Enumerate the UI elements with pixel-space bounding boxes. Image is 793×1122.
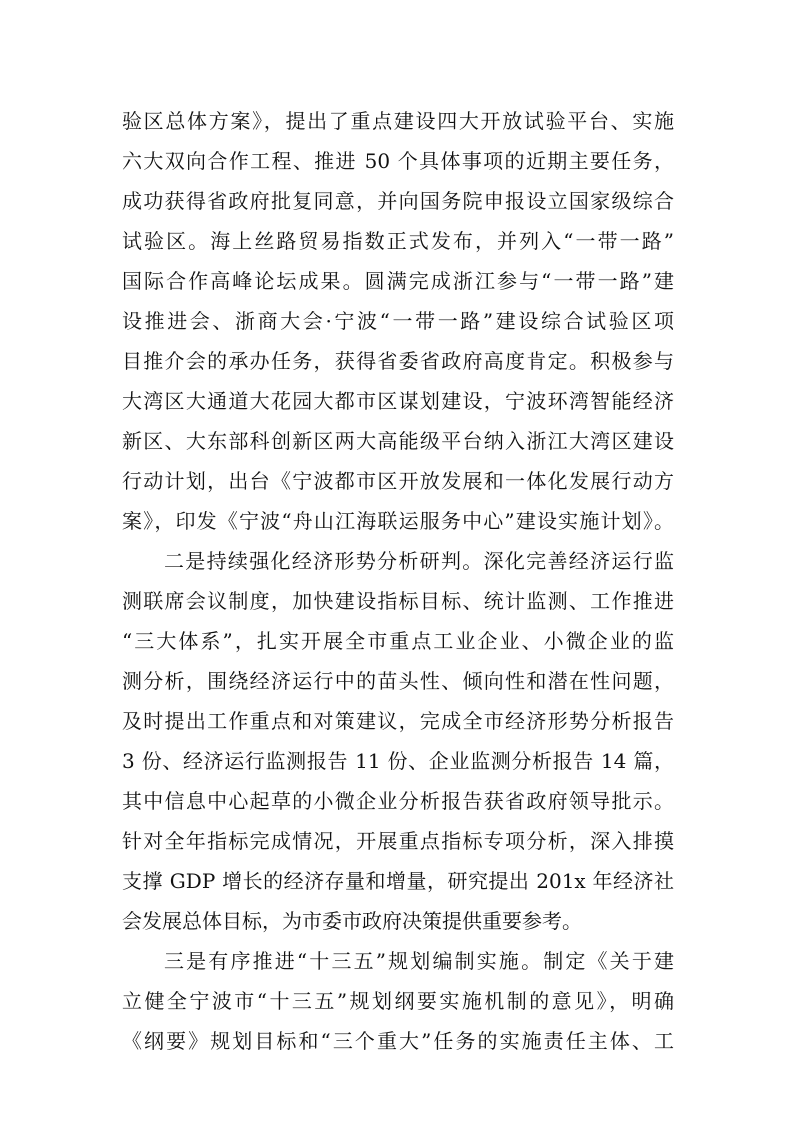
paragraph-economic-analysis [122,541,674,941]
body-text [122,101,674,1061]
text-line: 其中信息中心起草的小微企业分析报告获省政府领导批示。 [122,789,674,813]
text-line: 目推介会的承办任务，获得省委省政府高度肯定。积极参与 [122,349,674,373]
text-line: 支撑 GDP 增长的经济存量和增量，研究提出 201x 年经济社 [122,869,674,893]
text-line: 《纲要》规划目标和“三个重大”任务的实施责任主体、工 [122,1029,674,1053]
text-line: 三是有序推进“十三五”规划编制实施。制定《关于建 [164,949,674,973]
text-line: 3 份、经济运行监测报告 11 份、企业监测分析报告 14 篇， [122,749,674,773]
text-line: 设推进会、浙商大会·宁波“一带一路”建设综合试验区项 [122,309,674,333]
text-line: 针对全年指标完成情况，开展重点指标专项分析，深入排摸 [122,829,674,853]
text-line: 会发展总体目标，为市委市政府决策提供重要参考。 [122,909,582,933]
text-line: 试验区。海上丝路贸易指数正式发布，并列入“一带一路” [122,229,674,253]
text-line: 立健全宁波市“十三五”规划纲要实施机制的意见》，明确 [122,989,674,1013]
text-line: 国际合作高峰论坛成果。圆满完成浙江参与“一带一路”建 [122,269,674,293]
text-line: 行动计划，出台《宁波都市区开放发展和一体化发展行动方 [122,469,674,493]
text-line: 及时提出工作重点和对策建议，完成全市经济形势分析报告 [122,709,674,733]
text-line: 测联席会议制度，加快建设指标目标、统计监测、工作推进 [122,589,674,613]
text-line: 二是持续强化经济形势分析研判。深化完善经济运行监 [164,549,674,573]
text-line: 成功获得省政府批复同意，并向国务院申报设立国家级综合 [122,189,674,213]
paragraph-continued [122,101,674,541]
text-line: 大湾区大通道大花园大都市区谋划建设，宁波环湾智能经济 [122,389,674,413]
text-line: 案》，印发《宁波“舟山江海联运服务中心”建设实施计划》。 [122,509,674,533]
text-line: 新区、大东部科创新区两大高能级平台纳入浙江大湾区建设 [122,429,674,453]
paragraph-five-year-plan [122,941,674,1061]
text-line: 六大双向合作工程、推进 50 个具体事项的近期主要任务， [122,149,674,173]
text-line: 测分析，围绕经济运行中的苗头性、倾向性和潜在性问题， [122,669,674,693]
text-line: 验区总体方案》，提出了重点建设四大开放试验平台、实施 [122,109,674,133]
text-line: “三大体系”，扎实开展全市重点工业企业、小微企业的监 [122,629,674,653]
